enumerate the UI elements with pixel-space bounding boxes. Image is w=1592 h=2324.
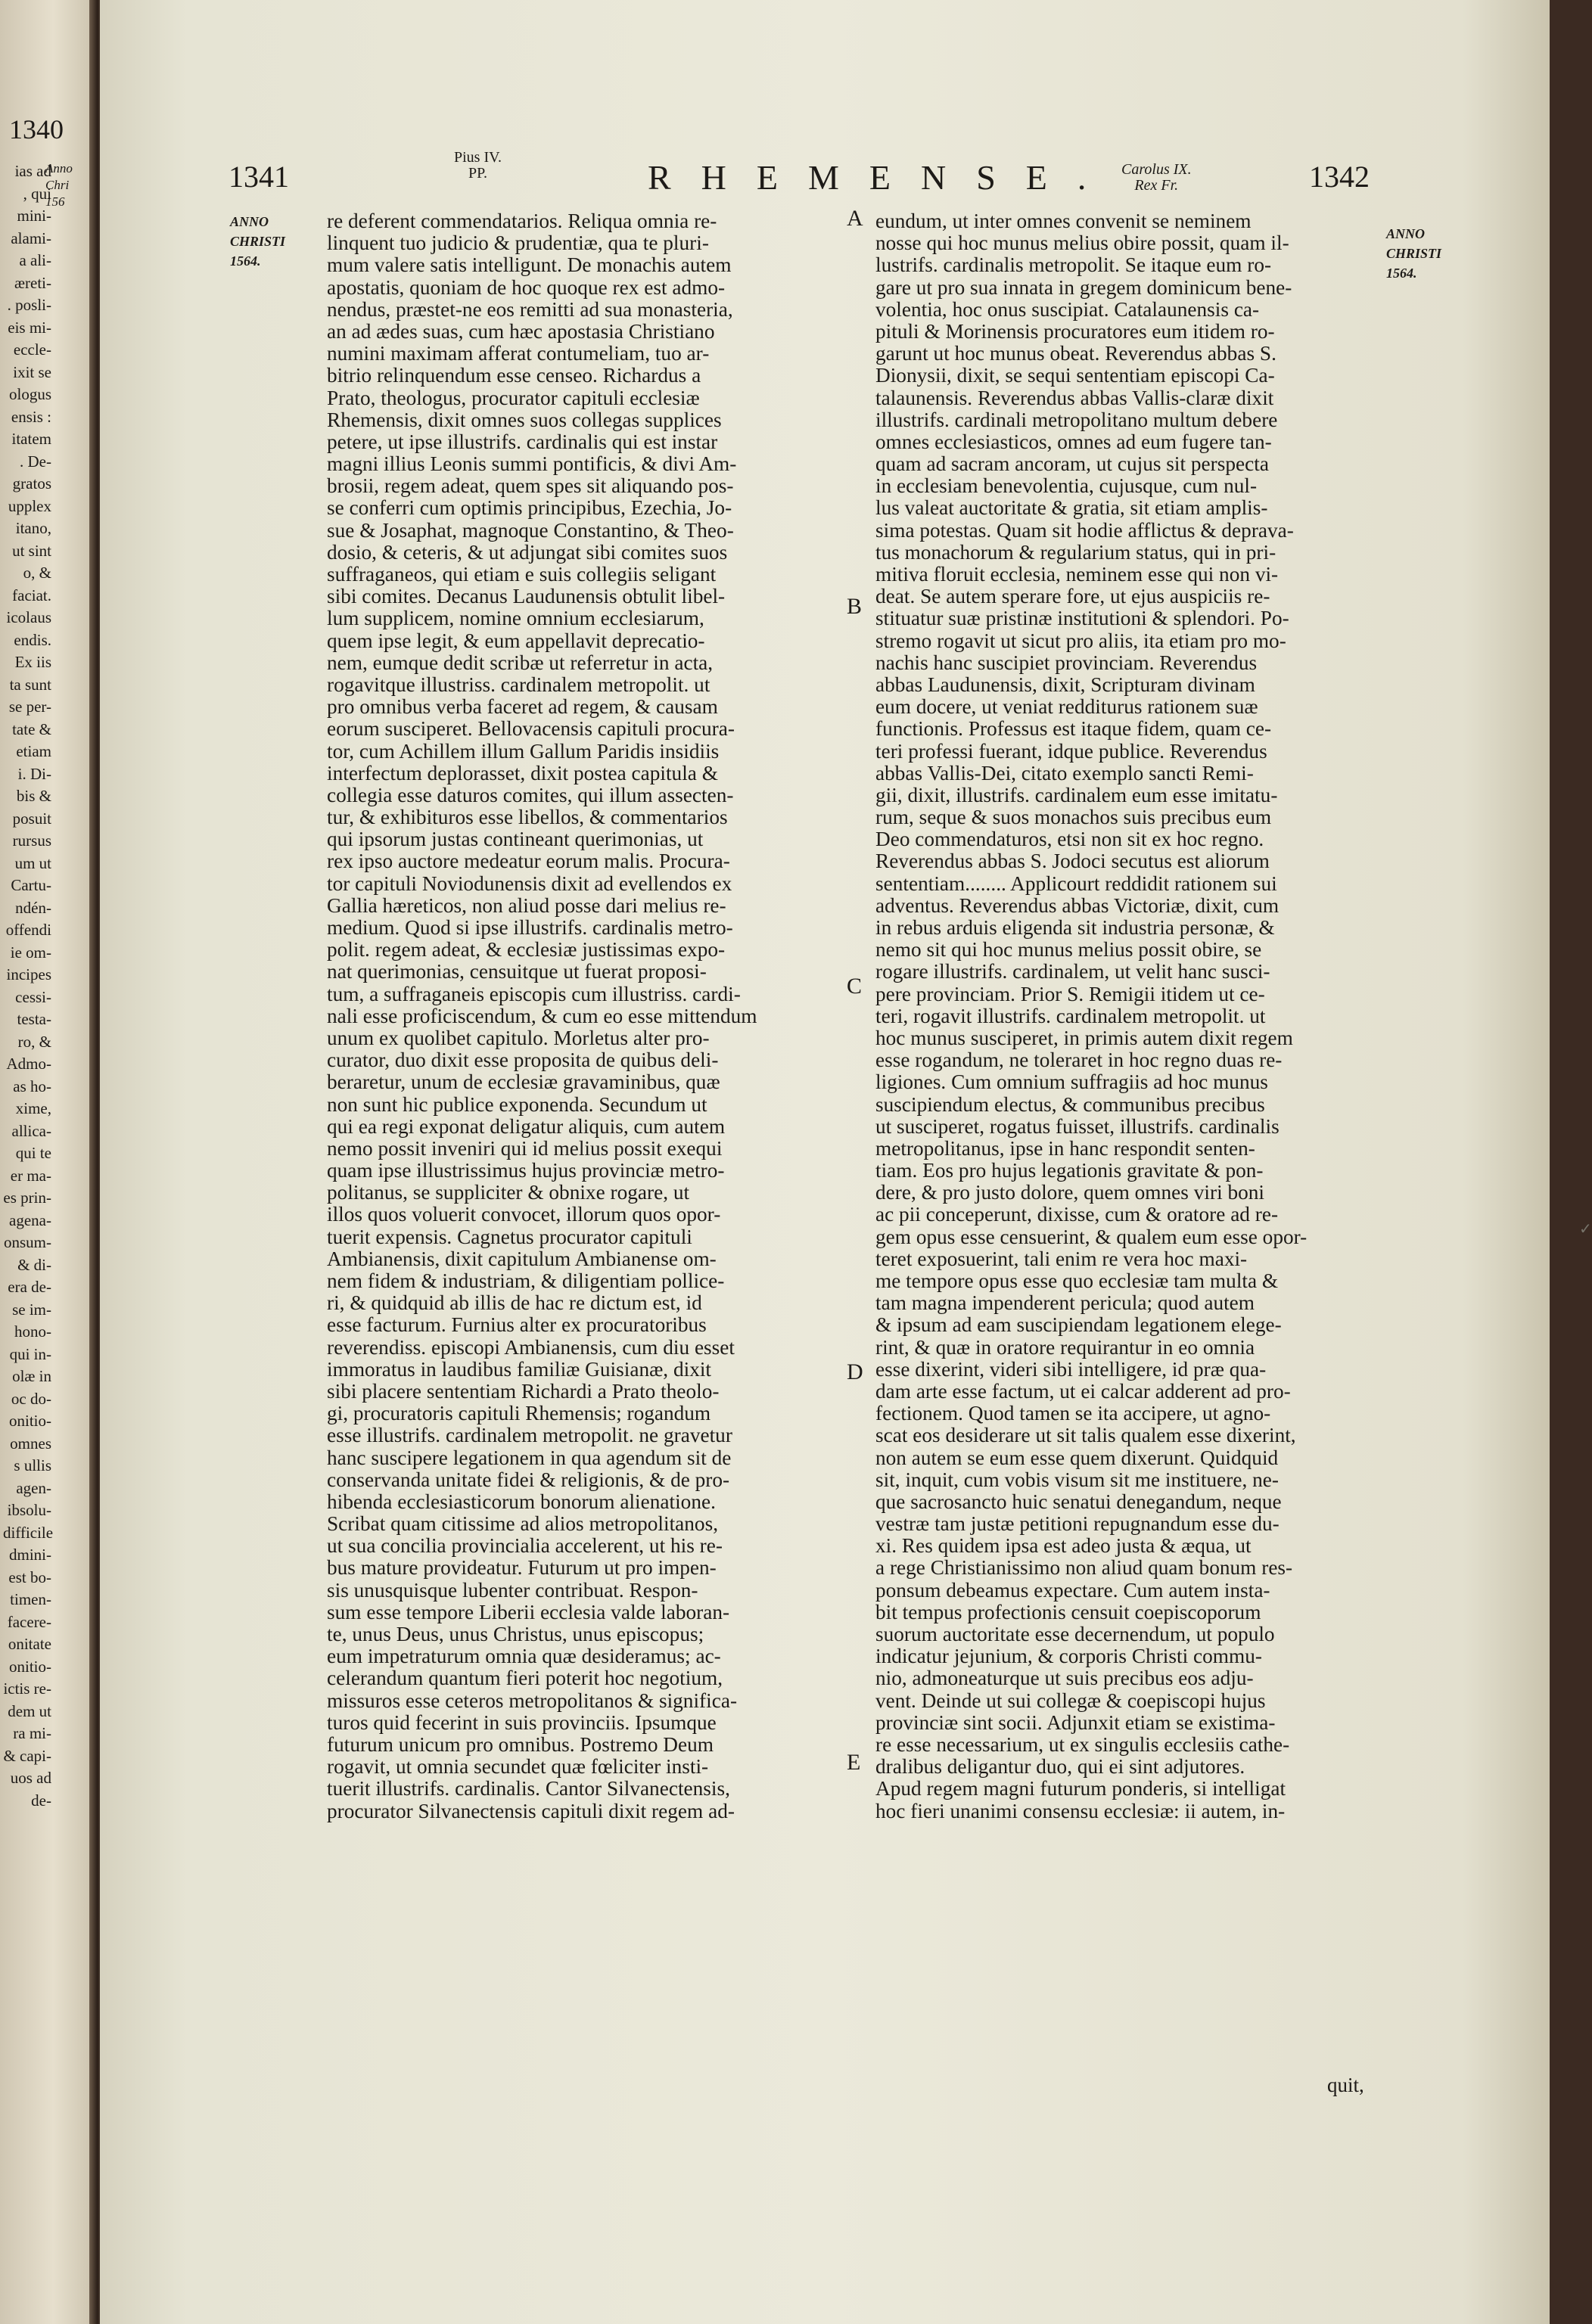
text-line: Gallia hæreticos, non aliud posse dari melius re- <box>327 893 726 917</box>
text-line: illos quos voluerit convocet, illorum quos opor- <box>327 1203 721 1226</box>
text-line: nosse qui hoc munus melius obire possit, quam il- <box>875 231 1289 255</box>
year-marginalia-right <box>1386 224 1441 283</box>
text-line: abbas Vallis-Dei, citato exemplo sancti Remi- <box>875 761 1254 785</box>
left-page-fragment: . De- <box>20 452 51 471</box>
section-letter-c: C <box>847 974 863 999</box>
left-page-edge <box>0 0 97 2324</box>
king-title: Rex Fr. <box>1134 177 1179 194</box>
left-page-fragment: icolaus <box>6 608 51 626</box>
margin-line: Chri <box>45 178 70 192</box>
text-line: nendus, præstet-ne eos remitti ad sua monasteria, <box>327 297 733 321</box>
text-line: qui ea regi exponat deligatur aliquis, cum autem <box>327 1114 726 1138</box>
text-line: mum valere satis intelligunt. De monachis autem <box>327 253 732 277</box>
text-line: metropolitanus, ipse in hanc respondit senten- <box>875 1136 1255 1160</box>
text-line: abbas Laudunensis, dixit, Scripturam divinam <box>875 673 1255 696</box>
left-page-fragment: posuit <box>12 809 51 828</box>
text-line: qui ipsorum justas contineant querimonias, ut <box>327 828 704 851</box>
text-line: ut susciperet, rogatus fuisset, illustrifs. cardinalis <box>875 1114 1280 1138</box>
king-name: Carolus IX. <box>1121 161 1192 178</box>
left-page-fragment: s ullis <box>14 1456 51 1474</box>
running-head-pope <box>454 150 502 182</box>
text-line: rogavitque illustriss. cardinalem metropolit. ut <box>327 673 710 696</box>
text-line: gi, procuratoris capituli Rhemensis; rogandum <box>327 1402 711 1425</box>
text-line: rogavit, ut omnia secundet quæ fœliciter insti- <box>327 1755 709 1779</box>
left-page-fragment: est bo- <box>8 1567 51 1586</box>
left-page-fragment: tate & <box>12 719 51 738</box>
text-line: xi. Res quidem ipsa est adeo justa & æqua, ut <box>875 1534 1252 1558</box>
text-line: ponsum debeamus expectare. Cum autem insta- <box>875 1578 1270 1602</box>
text-line: re deferent commendatarios. Reliqua omnia re- <box>327 210 717 232</box>
margin-line: Anno <box>45 161 73 176</box>
text-line: ac pii conceperunt, dixisse, cum & oratore ad re- <box>875 1203 1279 1226</box>
text-line: numini maximam afferat contumeliam, tuo ar- <box>327 342 710 365</box>
text-line: nemo sit qui hoc munus melius possit obire, se <box>875 938 1262 962</box>
text-line: fectionem. Quod tamen se ita accipere, ut agno- <box>875 1402 1271 1425</box>
text-line: scat eos desiderare ut sit talis qualem esse dixerint, <box>875 1424 1296 1447</box>
text-line: reverendiss. episcopi Ambianensis, cum diu esset <box>327 1335 735 1359</box>
text-line: tuerit illustrifs. cardinalis. Cantor Silvanectensis, <box>327 1777 730 1800</box>
text-line: deat. Se autem sperare fore, ut ejus auspiciis re- <box>875 585 1270 608</box>
text-line: eundum, ut inter omnes convenit se neminem <box>875 210 1252 232</box>
left-page-fragment: es prin- <box>3 1188 51 1207</box>
text-line: suorum auctoritate esse decernendum, ut populo <box>875 1623 1275 1645</box>
text-line: talaunensis. Reverendus abbas Vallis-claræ dixit <box>875 386 1274 409</box>
left-page-fragment: difficile <box>3 1523 54 1542</box>
left-page-fragment: æreti- <box>14 273 51 292</box>
margin-line: 156 <box>45 194 65 209</box>
text-line: an ad ædes suas, cum hæc apostasia Christiano <box>327 319 715 343</box>
text-line: nemo possit inveniri qui id melius possit exequi <box>327 1136 723 1160</box>
text-line: nat querimonias, censuitque ut fuerat proposi- <box>327 960 707 983</box>
text-line: nem fidem & industriam, & diligentiam pollice- <box>327 1269 725 1292</box>
page-number-left: 1341 <box>229 160 289 194</box>
text-line: esse dixerint, videri sibi intelligere, id præ qua- <box>875 1357 1267 1381</box>
text-line: beraretur, unum de ecclesiæ gravaminibus, quæ <box>327 1070 720 1094</box>
running-head-king <box>1121 162 1192 194</box>
left-page-fragment: incipes <box>6 965 51 983</box>
text-line: lum supplicem, nomine omnium ecclesiarum, <box>327 607 704 630</box>
text-line: suscipiendum electus, & communibus precibus <box>875 1092 1265 1116</box>
left-page-fragment: se im- <box>12 1300 51 1319</box>
left-page-fragment: onitate <box>8 1635 51 1653</box>
text-line: ligiones. Cum omnium suffragiis ad hoc munus <box>875 1070 1268 1094</box>
text-line: te, unus Deus, unus Christus, unus episcopus; <box>327 1623 704 1645</box>
text-line: dam arte esse factum, ut ei calcar adderent ad pro- <box>875 1379 1291 1403</box>
text-line: medium. Quod si ipse illustrifs. cardinalis metro- <box>327 916 733 939</box>
left-page-fragment: allica- <box>11 1121 51 1140</box>
left-page-fragment: dmini- <box>9 1546 51 1564</box>
text-line: dralibus deligantur duo, qui ei sint adjutores. <box>875 1755 1245 1779</box>
text-line: teri, rogavit illustrifs. cardinalem metropolit. ut <box>875 1004 1266 1027</box>
pope-name: Pius IV. <box>454 149 502 166</box>
text-line: tor, cum Achillem illum Gallum Paridis insidiis <box>327 739 720 763</box>
text-line: nali esse proficiscendum, & cum eo esse mittendum <box>327 1004 757 1027</box>
text-line: esse illustrifs. cardinalem metropolit. ne gravetur <box>327 1424 732 1447</box>
left-page-fragment: era de- <box>8 1278 51 1296</box>
right-page <box>100 0 1592 2324</box>
left-page-fragment: Admo- <box>6 1055 51 1073</box>
text-line: eorum susciperet. Bellovacensis capituli procura- <box>327 717 735 741</box>
text-line: sit, inquit, cum vobis visum sit me instituere, ne- <box>875 1468 1280 1491</box>
text-line: sue & Josaphat, magnoque Constantino, & Theo- <box>327 518 734 542</box>
text-line: non sunt hic publice exponenda. Secundum ut <box>327 1092 707 1116</box>
text-line: eum impetraturum omnia quæ desideramus; ac- <box>327 1645 721 1668</box>
left-page-fragment: xime, <box>15 1099 51 1117</box>
left-page-fragment: onsum- <box>4 1233 51 1251</box>
left-page-fragment: . posli- <box>7 296 51 314</box>
text-line: nio, admoneaturque ut suis precibus eos adju- <box>875 1667 1254 1690</box>
text-line: in ecclesiam benevolentia, cujusque, cum nul- <box>875 474 1258 498</box>
left-page-fragment: i. Di- <box>17 764 51 783</box>
left-page-fragment: uos ad <box>10 1769 51 1787</box>
text-line: interfectum deplorasset, dixit postea capitula & <box>327 761 718 785</box>
text-line: tam magna impenderent pericula; quod autem <box>875 1291 1255 1315</box>
text-line: Reverendus abbas S. Jodoci secutus est aliorum <box>875 850 1270 873</box>
text-line: functionis. Professus est itaque fidem, quam ce- <box>875 717 1272 741</box>
text-line: polit. regem adeat, & ecclesiæ justissimas expo- <box>327 938 726 962</box>
text-line: tuerit expensis. Cagnetus procurator capituli <box>327 1225 692 1248</box>
text-line: re esse necessarium, ut ex singulis ecclesiis cathe- <box>875 1732 1290 1756</box>
year: 1564. <box>1386 266 1417 281</box>
text-line: eum docere, ut veniat redditurus rationem suæ <box>875 695 1258 719</box>
left-page-fragment: ictis re- <box>3 1679 51 1698</box>
running-title: RHEMENSE. <box>648 158 1117 197</box>
year-marginalia-left <box>230 212 285 271</box>
left-page-fragment: Ex iis <box>14 653 51 671</box>
text-line: hoc munus susciperet, in primis autem dixit regem <box>875 1026 1293 1049</box>
left-page-fragment: ro, & <box>17 1032 51 1051</box>
text-line: rogare illustrifs. cardinalem, ut velit hanc susci- <box>875 960 1270 983</box>
anno-word: ANNO <box>230 214 269 229</box>
left-page-fragment: agen- <box>16 1478 51 1497</box>
text-line: in rebus arduis eligenda sit industria personæ, & <box>875 916 1275 939</box>
text-line: gii, dixit, illustrifs. cardinalem eum esse imitatu- <box>875 783 1278 806</box>
text-line: Scribat quam citissime ad alios metropolitanos, <box>327 1512 719 1536</box>
left-page-fragment: timen- <box>10 1590 51 1608</box>
text-line: bit tempus profectionis censuit coepiscoporum <box>875 1600 1261 1623</box>
text-line: sententiam........ Applicourt reddidit rationem sui <box>875 872 1277 895</box>
left-page-fragment: Cartu- <box>11 876 51 894</box>
text-line: tor capituli Noviodunensis dixit ad evellendos ex <box>327 872 732 895</box>
left-page-fragment: facere- <box>7 1612 51 1631</box>
text-line: pere provinciam. Prior S. Remigii itidem ut ce- <box>875 982 1265 1005</box>
left-page-fragment: etiam <box>16 742 51 760</box>
left-page-fragment: faciat. <box>12 586 51 604</box>
text-line: indicatur jejunium, & corporis Christi commu- <box>875 1645 1262 1668</box>
text-line: turos quid fecerint in suis provinciis. Ipsumque <box>327 1710 717 1734</box>
left-page-fragment: o, & <box>23 564 51 582</box>
left-page-fragment: a ali- <box>19 251 51 269</box>
left-page-fragment: testa- <box>17 1010 51 1028</box>
left-page-fragment: cessi- <box>15 987 51 1006</box>
left-page-fragment: ixit se <box>13 362 51 381</box>
text-line: illustrifs. cardinali metropolitano multum debere <box>875 408 1278 431</box>
text-line: tiam. Eos pro hujus legationis gravitate & pon- <box>875 1159 1264 1182</box>
text-line: teret exposuerint, tali enim re vera hoc maxi- <box>875 1247 1248 1270</box>
left-page-fragment: eis mi- <box>8 318 51 337</box>
catchword: quit, <box>1327 2074 1364 2096</box>
text-line: rint, & quæ in oratore requirantur in eo omnia <box>875 1335 1255 1359</box>
text-line: suffraganeos, qui etiam e suis collegiis seligant <box>327 563 717 586</box>
text-line: esse rogandum, ne toleraret in hoc regno duas re- <box>875 1049 1283 1072</box>
year: 1564. <box>230 253 261 269</box>
section-letter-a: A <box>847 206 863 231</box>
text-line: stremo rogavit ut sicut pro aliis, ita etiam pro mo- <box>875 629 1286 652</box>
text-line: Dionysii, dixit, se sequi sententiam episcopi Ca- <box>875 364 1275 387</box>
left-page-fragment: upplex <box>8 496 51 515</box>
text-line: provinciæ sint socii. Adjunxit etiam se existima- <box>875 1710 1276 1734</box>
text-line: sibi comites. Decanus Laudunensis obtulit libel- <box>327 585 726 608</box>
left-page-fragment: ra mi- <box>13 1724 51 1742</box>
text-line: hoc fieri unanimi consensu ecclesiæ: ii autem, in- <box>875 1799 1286 1822</box>
section-letter-e: E <box>847 1750 861 1775</box>
left-page-fragment: eccle- <box>13 340 51 359</box>
text-line: Prato, theologus, procurator capituli ecclesiæ <box>327 386 700 409</box>
left-page-fragment: onitio- <box>9 1657 51 1676</box>
text-line: apostatis, quoniam de hoc quoque rex est admo- <box>327 275 726 299</box>
text-line: procurator Silvanectensis capituli dixit regem ad- <box>327 1799 735 1822</box>
text-line: tus monachorum & regularium status, qui in pri- <box>875 540 1276 564</box>
text-line: sima potestas. Quam sit hodie afflictus & deprava- <box>875 518 1294 542</box>
text-line: immoratus in laudibus familiæ Guisianæ, dixit <box>327 1357 712 1381</box>
christi-word: CHRISTI <box>230 234 286 249</box>
text-line: adventus. Reverendus abbas Victoriæ, dixit, cum <box>875 893 1280 917</box>
left-page-fragment: oc do- <box>11 1389 51 1408</box>
left-page-fragment: qui te <box>15 1144 51 1162</box>
christi-word: CHRISTI <box>1386 246 1442 261</box>
text-line: quam ipse illustrissimus hujus provinciæ metro- <box>327 1159 725 1182</box>
text-line: missuros esse ceteros metropolitanos & significa- <box>327 1689 738 1712</box>
text-line: magni illius Leonis summi pontificis, & divi Am- <box>327 452 737 476</box>
text-line: tur, & exhibituros esse libellos, & commentarios <box>327 806 728 829</box>
text-line: lus valeat auctoritate & gratia, sit etiam amplis- <box>875 496 1268 520</box>
left-page-fragment: qui in- <box>9 1344 51 1363</box>
text-line: Deo commendaturos, etsi non sit ex hoc regno. <box>875 828 1264 851</box>
left-page-fragment: rursus <box>12 831 51 850</box>
left-page-fragment: olæ in <box>12 1367 51 1385</box>
left-page-fragment: alami- <box>11 228 51 247</box>
left-page-fragment: omnes <box>10 1434 51 1452</box>
text-line: que sacrosancto huic senatui denegandum, neque <box>875 1490 1282 1513</box>
left-page-margin-note <box>45 160 91 210</box>
text-line: bus mature provideatur. Futurum ut pro impen- <box>327 1556 717 1580</box>
text-line: nem, eumque dedit scribæ ut referretur in acta, <box>327 651 714 674</box>
text-line: unum ex quolibet capitulo. Morletus alter pro- <box>327 1026 710 1049</box>
left-page-fragment: ie om- <box>10 943 51 962</box>
text-line: celerandum quantum fieri poterit hoc negotium, <box>327 1667 723 1690</box>
left-page-fragment: er ma- <box>10 1166 51 1185</box>
text-line: teri professi fuerant, idque publice. Reverendus <box>875 739 1267 763</box>
left-page-fragment: onitio- <box>9 1412 51 1430</box>
text-line: & ipsum ad eam suscipiendam legationem elege- <box>875 1313 1282 1337</box>
left-page-fragments <box>3 160 54 1812</box>
text-line: garunt ut hoc munus obeat. Reverendus abbas S. <box>875 342 1276 365</box>
left-page-fragment: agena- <box>9 1210 51 1229</box>
left-page-fragment: offendi <box>5 921 51 939</box>
left-page-fragment: ta sunt <box>9 675 51 694</box>
text-line: dosio, & ceteris, & ut adjungat sibi comites suos <box>327 540 728 564</box>
text-line: volentia, hoc onus suscipiat. Catalaunensis ca- <box>875 297 1260 321</box>
text-line: rum, seque & suos monachos suis precibus eum <box>875 806 1272 829</box>
left-page-fragment: hono- <box>14 1322 51 1341</box>
text-line: lustrifs. cardinalis metropolit. Se itaque eum ro- <box>875 253 1272 277</box>
text-line: rex ipso auctore medeatur eorum malis. Procura- <box>327 850 730 873</box>
left-page-fragment: mini- <box>17 207 51 225</box>
text-line: politanus, se suppliciter & obnixe rogare, ut <box>327 1181 690 1204</box>
text-line: omnes ecclesiasticos, omnes ad eum fugere tan- <box>875 430 1272 453</box>
left-page-fragment: ensis : <box>11 407 51 426</box>
text-line: pro omnibus verba faceret ad regem, & causam <box>327 695 718 719</box>
text-line: a rege Christianissimo non aliud quam bonum res- <box>875 1556 1293 1580</box>
text-line: bitrio relinquendum esse censeo. Richardus a <box>327 364 701 387</box>
text-column-right <box>875 210 1390 1822</box>
text-line: linquent tuo judicio & prudentiæ, qua te pluri- <box>327 231 709 255</box>
left-page-fragment: ias ad <box>14 162 51 180</box>
text-line: collegia esse daturos comites, qui illum assecten- <box>327 783 734 806</box>
left-page-fragment: de- <box>31 1791 51 1810</box>
text-line: futurum unicum pro omnibus. Postremo Deum <box>327 1732 714 1756</box>
text-line: ut sua concilia provincialia accelerent, ut his re- <box>327 1534 723 1558</box>
left-page-fragment: ut sint <box>12 541 51 560</box>
section-letter-d: D <box>847 1359 863 1384</box>
text-line: Rhemensis, dixit omnes suos collegas supplices <box>327 408 722 431</box>
left-page-fragment: & capi- <box>3 1746 51 1765</box>
text-line: sibi placere sententiam Richardi a Prato theolo- <box>327 1379 720 1403</box>
left-page-fragment: itano, <box>15 519 51 537</box>
text-line: Apud regem magni futurum ponderis, si intelligat <box>875 1777 1286 1800</box>
text-line: hibenda ecclesiasticorum bonorum alienatione. <box>327 1490 716 1513</box>
left-page-fragment: ologus <box>8 385 51 403</box>
text-line: quam ad sacram ancoram, ut cujus sit perspecta <box>875 452 1269 476</box>
left-page-fragment: itatem <box>11 430 51 448</box>
section-letter-b: B <box>847 594 863 619</box>
text-line: dere, & pro justo dolore, quem omnes viri boni <box>875 1181 1265 1204</box>
text-line: sis unusquisque lubenter contribuat. Respon- <box>327 1578 698 1602</box>
text-line: esse facturum. Furnius alter ex procuratoribus <box>327 1313 707 1337</box>
left-page-fragment: ndén- <box>15 898 51 917</box>
text-line: Ambianensis, dixit capitulum Ambianense om- <box>327 1247 717 1270</box>
left-page-fragment: um ut <box>14 853 51 872</box>
text-line: conservanda unitate fidei & religionis, & de pro- <box>327 1468 730 1491</box>
text-line: brosii, regem adeat, quem spes sit aliquando pos- <box>327 474 734 498</box>
text-line: sum esse tempore Liberii ecclesia valde laboran- <box>327 1600 730 1623</box>
left-page-fragment: as ho- <box>13 1077 51 1095</box>
left-page-number: 1340 <box>9 114 64 144</box>
text-line: nachis hanc suscipiet provinciam. Reverendus <box>875 651 1258 674</box>
text-line: ri, & quidquid ab illis de hac re dictum est, id <box>327 1291 702 1315</box>
text-line: stituatur suæ pristinæ institutioni & splendori. Po- <box>875 607 1289 630</box>
anno-word: ANNO <box>1386 226 1426 241</box>
text-line: se conferri cum optimis principibus, Ezechia, Jo- <box>327 496 732 520</box>
left-page-fragment: se per- <box>8 698 51 716</box>
text-line: me tempore opus esse quo ecclesiæ tam multa & <box>875 1269 1279 1292</box>
left-page-fragment: bis & <box>16 787 51 805</box>
text-line: hanc suscipere legationem in qua agendum sit de <box>327 1446 732 1469</box>
text-line: curator, duo dixit esse proposita de quibus deli- <box>327 1049 719 1072</box>
text-line: mitiva floruit ecclesia, neminem esse qui non vi- <box>875 563 1279 586</box>
text-line: quem ipse legit, & eum appellavit deprecatio- <box>327 629 705 652</box>
stray-mark: ✓ <box>1579 1221 1592 1238</box>
left-page-fragment: endis. <box>14 630 51 649</box>
left-page-fragment: dem ut <box>8 1701 51 1720</box>
left-page-fragment: , qui <box>23 184 51 203</box>
text-line: gem opus esse censuerint, & qualem eum esse opor- <box>875 1225 1307 1248</box>
text-column-left <box>327 210 849 1822</box>
text-line: petere, ut ipse illustrifs. cardinalis qui est instar <box>327 430 718 453</box>
text-line: non autem se eum esse quem dixerunt. Quidquid <box>875 1446 1279 1469</box>
text-line: vestræ tam justæ petitioni repugnandum esse du- <box>875 1512 1280 1536</box>
pope-title: PP. <box>468 165 488 182</box>
text-line: tum, a suffraganeis episcopis cum illustriss. cardi- <box>327 982 741 1005</box>
left-page-fragment: gratos <box>12 474 51 492</box>
left-page-fragment: & di- <box>17 1255 51 1274</box>
page-number-right: 1342 <box>1309 160 1370 194</box>
text-line: gare ut pro sua innata in gregem dominicum bene- <box>875 275 1292 299</box>
left-page-fragment: ibsolu- <box>7 1501 51 1519</box>
text-line: vent. Deinde ut sui collegæ & coepiscopi hujus <box>875 1689 1266 1712</box>
text-line: pituli & Morinensis procuratores eum itidem ro- <box>875 319 1275 343</box>
